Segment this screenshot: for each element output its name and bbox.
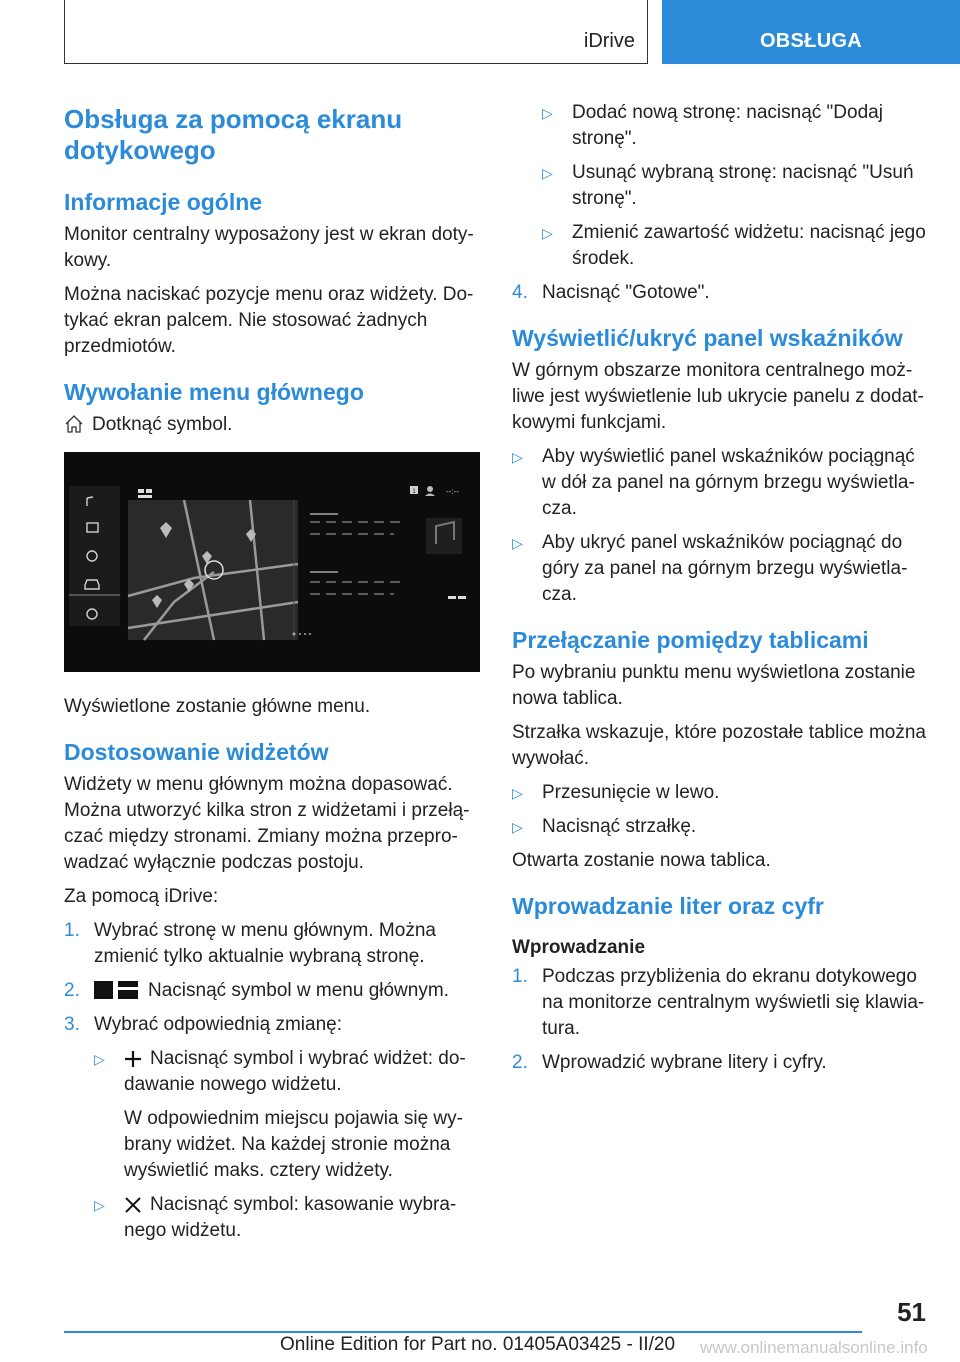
main-menu-instruction — [64, 412, 482, 438]
triangle-bullet-icon: ▷ — [542, 225, 553, 241]
header-section-label: iDrive — [583, 30, 635, 52]
triangle-bullet-icon: ▷ — [94, 1051, 105, 1067]
sub-add-page — [542, 100, 928, 152]
step-2-text: Nacisnąć symbol w menu głównym. — [148, 980, 449, 1001]
home-icon — [64, 414, 84, 434]
step-3-sub-add-text: Nacisnąć symbol i wybrać widżet: do-dawanie nowego widżetu. — [124, 1048, 466, 1095]
right-column — [512, 100, 928, 1084]
input-step-1-text: Podczas przybliżenia do ekranu dotykowego na monitorze centralnym wyświetli się klawia-tura. — [542, 966, 925, 1039]
sub-add-page-text: Dodać nową stronę: nacisnąć "Dodaj stronę". — [572, 102, 883, 149]
input-step-2-number: 2. — [512, 1052, 528, 1073]
general-paragraph-2: Można naciskać pozycje menu oraz widżety. Do-tykać ekran palcem. Nie stosować żadnych przedmiotów. — [64, 284, 474, 357]
triangle-bullet-icon: ▷ — [512, 819, 523, 835]
screen-map — [128, 500, 298, 640]
input-heading: Wprowadzanie liter oraz cyfr — [512, 893, 824, 919]
header-chapter-tab[interactable] — [662, 0, 960, 64]
switch-heading: Przełączanie pomiędzy tablicami — [512, 627, 869, 653]
input-step-2 — [512, 1050, 928, 1076]
panel-bullet-hide-text: Aby ukryć panel wskaźników pociągnąć do góry za panel na górnym brzegu wyświetla-cza. — [542, 532, 908, 605]
panel-bullet-show-text: Aby wyświetlić panel wskaźników pociągnąć w dół za panel na górnym brzegu wyświetla-cza. — [542, 446, 915, 519]
step-3-sub-add — [94, 1046, 482, 1098]
switch-bullet-swipe — [512, 780, 928, 806]
header-chapter-label: OBSŁUGA — [759, 30, 863, 52]
panel-bullet-show — [512, 444, 928, 522]
sub-change-widget-text: Zmienić zawartość widżetu: nacisnąć jego środek. — [572, 222, 926, 269]
switch-bullet-arrow — [512, 814, 928, 840]
step-2 — [64, 978, 482, 1004]
close-icon — [124, 1196, 142, 1214]
panel-heading: Wyświetlić/ukryć panel wskaźników — [512, 325, 903, 351]
footer-edition: Online Edition for Part no. 01405A03425 - II/20 — [280, 1334, 676, 1355]
screenshot-caption: Wyświetlone zostanie główne menu. — [64, 696, 371, 717]
general-paragraph-1: Monitor centralny wyposażony jest w ekran doty-kowy. — [64, 224, 474, 271]
switch-bullet-arrow-text: Nacisnąć strzałkę. — [542, 816, 697, 837]
widgets-paragraph-2: Za pomocą iDrive: — [64, 886, 219, 907]
triangle-bullet-icon: ▷ — [94, 1197, 105, 1213]
left-column — [64, 100, 482, 1252]
step-1 — [64, 918, 482, 970]
triangle-bullet-icon: ▷ — [512, 449, 523, 465]
step-3-sub-delete-text: Nacisnąć symbol: kasowanie wybra-nego widżetu. — [124, 1194, 457, 1241]
step-3-number: 3. — [64, 1014, 80, 1035]
step-3 — [64, 1012, 482, 1038]
main-menu-screenshot — [64, 452, 480, 672]
step-2-number: 2. — [64, 980, 80, 1001]
step-1-text: Wybrać stronę w menu głównym. Można zmienić tylko aktualnie wybraną stronę. — [94, 920, 436, 967]
step-3-sub-delete — [94, 1192, 482, 1244]
general-heading: Informacje ogólne — [64, 189, 263, 215]
triangle-bullet-icon: ▷ — [542, 165, 553, 181]
widgets-heading: Dostosowanie widżetów — [64, 739, 329, 765]
panel-bullet-hide — [512, 530, 928, 608]
triangle-bullet-icon: ▷ — [512, 535, 523, 551]
main-menu-instruction-text: Dotknąć symbol. — [92, 414, 233, 435]
widgets-paragraph-1: Widżety w menu głównym można dopasować. Można utworzyć kilka stron z widżetami i przełą-czać między stronami. Zmiany można przepro-wadzać wyłącznie podczas postoju. — [64, 774, 470, 873]
sub-remove-page-text: Usunąć wybraną stronę: nacisnąć "Usuń stronę". — [572, 162, 914, 209]
page-number: 51 — [897, 1297, 926, 1327]
triangle-bullet-icon: ▷ — [542, 105, 553, 121]
switch-paragraph-2: Strzałka wskazuje, które pozostałe tablice można wywołać. — [512, 722, 926, 769]
footer-watermark[interactable]: www.onlinemanualsonline.info — [700, 1338, 928, 1357]
screen-sidebar — [69, 486, 120, 626]
sub-remove-page — [542, 160, 928, 212]
step-1-number: 1. — [64, 920, 80, 941]
main-menu-heading: Wywołanie menu głównego — [64, 379, 364, 405]
step-3-sub-add-note: W odpowiednim miejscu pojawia się wy-brany widżet. Na każdej stronie można wyświetlić maks. cztery widżety. — [124, 1108, 463, 1181]
header-frame — [64, 0, 648, 64]
input-step-2-text: Wprowadzić wybrane litery i cyfry. — [542, 1052, 827, 1073]
footer-rule — [64, 1331, 862, 1333]
plus-icon — [124, 1050, 142, 1068]
screen-status-text: --:-- — [446, 487, 459, 496]
switch-paragraph-1: Po wybraniu punktu menu wyświetlona zostanie nowa tablica. — [512, 662, 916, 709]
input-subheading: Wprowadzanie — [512, 937, 646, 958]
input-step-1 — [512, 964, 928, 1042]
step-4 — [512, 280, 928, 306]
sub-change-widget — [542, 220, 928, 272]
widget-layout-icon — [94, 981, 138, 999]
step-4-text: Nacisnąć "Gotowe". — [542, 282, 710, 303]
switch-paragraph-3: Otwarta zostanie nowa tablica. — [512, 850, 771, 871]
step-3-text: Wybrać odpowiednią zmianę: — [94, 1014, 343, 1035]
page-title: Obsługa za pomocą ekranu dotykowego — [64, 104, 403, 165]
switch-bullet-swipe-text: Przesunięcie w lewo. — [542, 782, 720, 803]
step-4-number: 4. — [512, 282, 528, 303]
panel-paragraph: W górnym obszarze monitora centralnego moż-liwe jest wyświetlenie lub ukrycie panelu z dodat-kowymi funkcjami. — [512, 360, 924, 433]
triangle-bullet-icon: ▷ — [512, 785, 523, 801]
input-step-1-number: 1. — [512, 966, 528, 987]
screen-status-badge: 1 — [412, 489, 416, 495]
